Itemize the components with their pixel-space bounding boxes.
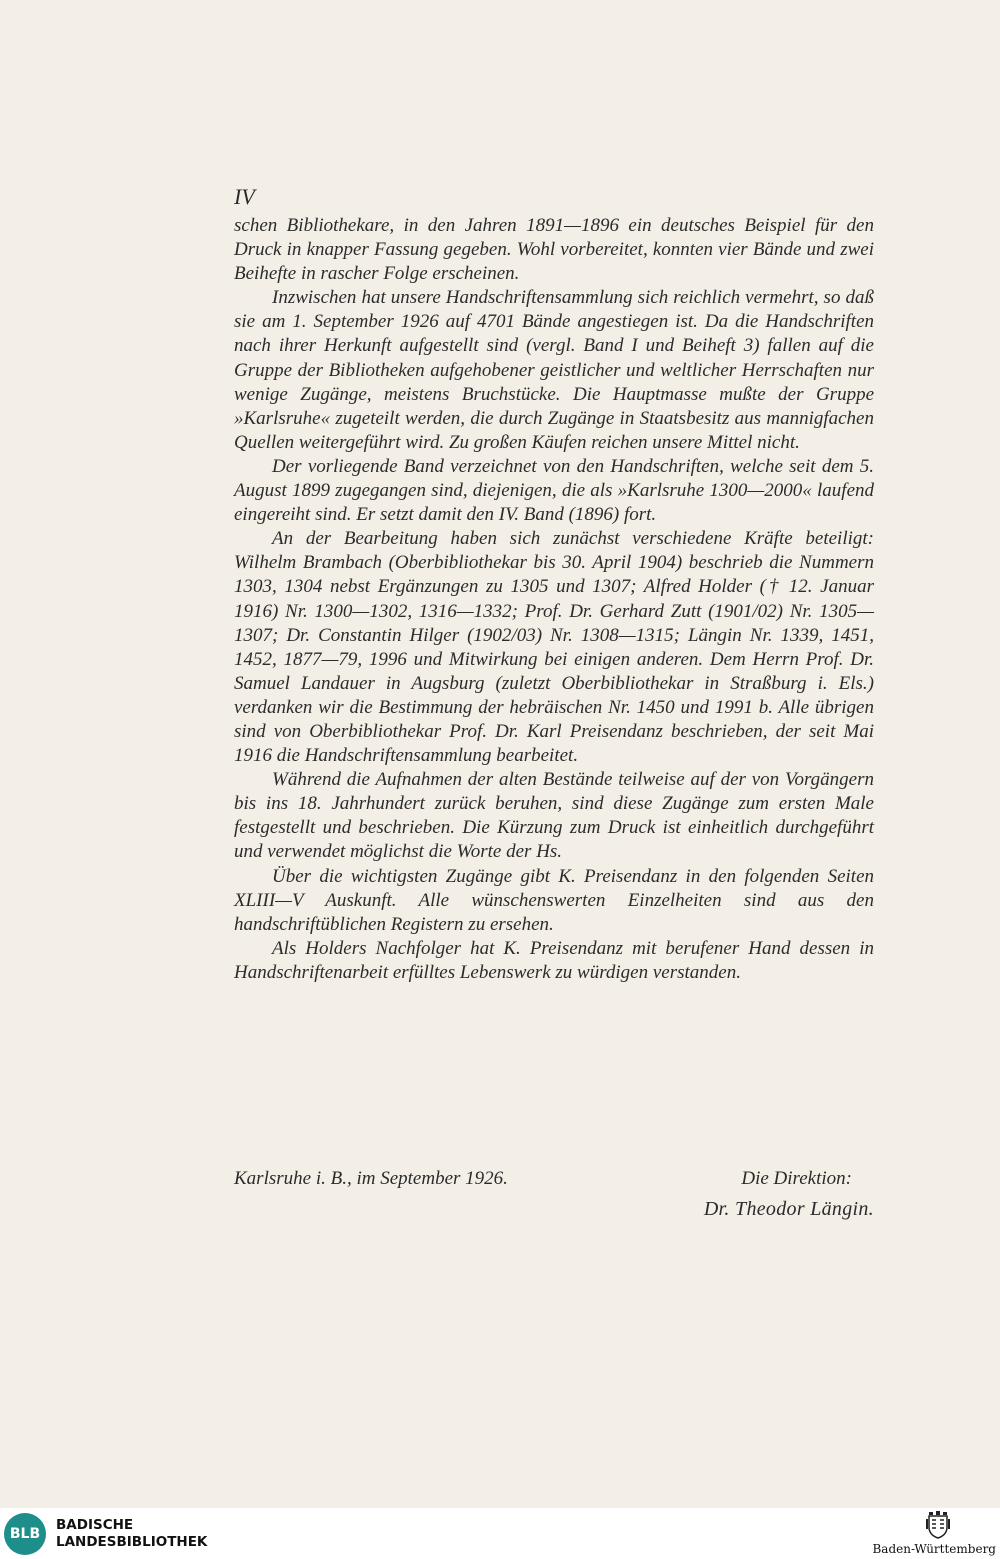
paragraph: An der Bearbeitung haben sich zunächst verschiedene Kräfte beteiligt: Wilhelm Brambach (Oberbibliothekar bis 30. April 1904) beschrieb die Nummern 1303, 1304 nebst Ergänzungen zu 1305 und 1307; Alfred Holder († 12. Januar 1916) Nr. 1300—1302, 1316—1332; Prof. Dr. Gerhard Zutt (1901/02) Nr. 1305—1307; Dr. Constantin Hilger (1902/03) Nr. 1308—1315; Längin Nr. 1339, 1451, 1452, 1877—79, 1996 und Mitwirkung bei einigen anderen. Dem Herrn Prof. Dr. Samuel Landauer in Augsburg (zuletzt Oberbibliothekar in Straßburg i. Els.) verdanken wir die Bestimmung der hebräischen Nr. 1450 und 1991 b. Alle übrigen sind von Oberbibliothekar Prof. Dr. Karl Preisendanz beschrieben, der seit Mai 1916 die Handschriftensammlung bearbeitet.	[234, 528, 874, 767]
library-name-line2: LANDESBIBLIOTHEK	[56, 1534, 208, 1550]
blb-logo-icon[interactable]: BLB	[4, 1513, 46, 1555]
coat-of-arms-icon	[926, 1511, 950, 1539]
paragraph: Der vorliegende Band verzeichnet von den Handschriften, welche seit dem 5. August 1899 zugegangen sind, diejenigen, die als »Karlsruhe 1300—2000« laufend eingereiht sind. Er setzt damit den IV. Band (1896) fort.	[234, 455, 874, 526]
library-name[interactable]	[56, 1517, 207, 1551]
paragraph: Als Holders Nachfolger hat K. Preisendanz mit berufener Hand dessen in Handschriftenarbeit erfülltes Lebenswerk zu würdigen verstanden.	[234, 937, 874, 983]
footer-bar	[0, 1508, 1000, 1559]
paragraph: Über die wichtigsten Zugänge gibt K. Preisendanz in den folgenden Seiten XLIII—V Auskunft. Alle wünschenswerten Einzelheiten sind aus den handschriftüblichen Registern zu ersehen.	[234, 865, 874, 935]
place-date: Karlsruhe i. B., im September 1926.	[234, 1168, 508, 1189]
library-name-line1: BADISCHE	[56, 1517, 134, 1533]
body-text	[234, 214, 874, 985]
paragraph: Während die Aufnahmen der alten Bestände teilweise auf der von Vorgängern bis ins 18. Jahrhundert zurück beruhen, sind diese Zugänge zum ersten Male festgestellt und beschrieben. Die Kürzung zum Druck ist einheitlich durchgeführt und verwendet möglichst die Worte der Hs.	[234, 769, 874, 863]
page-number: IV	[234, 184, 255, 209]
state-name: Baden-Württemberg	[872, 1542, 996, 1556]
direktion-label: Die Direktion:	[741, 1168, 852, 1189]
paragraph: Inzwischen hat unsere Handschriftensammlung sich reichlich vermehrt, so daß sie am 1. September 1926 auf 4701 Bände angestiegen ist. Da die Handschriften nach ihrer Herkunft aufgestellt sind (vergl. Band I und Beiheft 3) fallen auf die Gruppe der Bibliotheken aufgehobener geistlicher und weltlicher Herrschaften nur wenige Zugänge, meistens Bruchstücke. Die Hauptmasse mußte der Gruppe »Karlsruhe« zugeteilt werden, die durch Zugänge in Staatsbesitz aus mannigfachen Quellen weitergeführt wird. Zu großen Käufen reichen unsere Mittel nicht.	[234, 287, 874, 453]
paragraph-continuation: schen Bibliothekare, in den Jahren 1891—1896 ein deutsches Beispiel für den Druck in knapper Fassung gegeben. Wohl vorbereitet, konnten vier Bände und zwei Beihefte in rascher Folge erscheinen.	[234, 215, 874, 285]
signature: Dr. Theodor Längin.	[703, 1198, 874, 1220]
